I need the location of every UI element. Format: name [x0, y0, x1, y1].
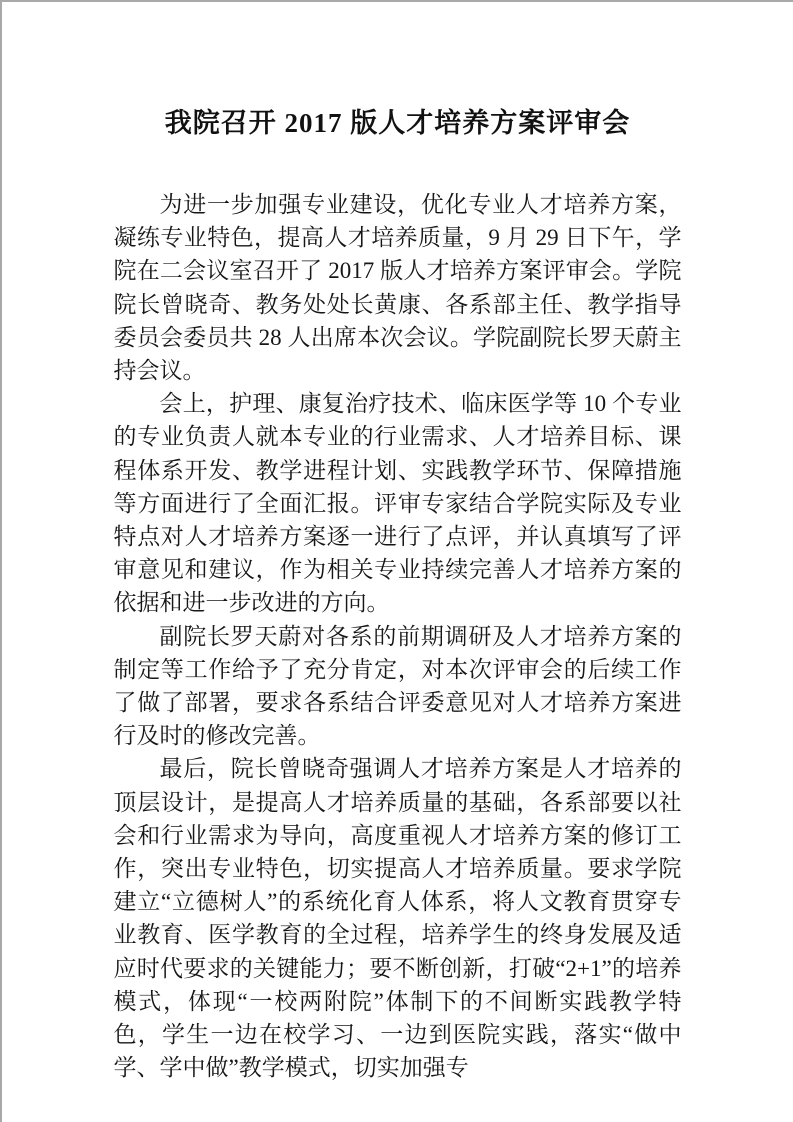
document-title: 我院召开 2017 版人才培养方案评审会 — [164, 108, 631, 138]
paragraph-president-conclusion: 最后，院长曾晓奇强调人才培养方案是人才培养的顶层设计，是提高人才培养质量的基础，各系部要以社会和行业需求为导向，高度重视人才培养方案的修订工作，突出专业特色，切实提高人才培养质量。要求学院建立“立德树人”的系统化育人体系，将人文教育贯穿专业教育、医学教育的全过程，培养学生的终身发展及适应时代要求的关键能力；要不断创新，打破“2+1”的培养模式，体现“一校两附院”体制下的不间断实践教学特色，学生一边在校学习、一边到医院实践，落实“做中学、学中做”教学模式，切实加强专 — [113, 756, 682, 1081]
paragraph-vice-president-remarks: 副院长罗天蔚对各系的前期调研及人才培养方案的制定等工作给予了充分肯定，对本次评审会的后续工作了做了部署，要求各系结合评委意见对人才培养方案进行及时的修改完善。 — [113, 623, 682, 749]
document-body — [114, 188, 682, 1084]
paragraph-meeting-intro: 为进一步加强专业建设，优化专业人才培养方案，凝练专业特色，提高人才培养质量，9 月 29 日下午，学院在二会议室召开了 2017 版人才培养方案评审会。学院院长曾晓奇、教务处处长黄康、各系部主任、教学指导委员会委员共 28 人出席本次会议。学院副院长罗天蔚主持会议。 — [113, 192, 682, 384]
paragraph-specialty-reports: 会上，护理、康复治疗技术、临床医学等 10 个专业的专业负责人就本专业的行业需求、人才培养目标、课程体系开发、教学进程计划、实践教学环节、保障措施等方面进行了全面汇报。评审专家结合学院实际及专业特点对人才培养方案逐一进行了点评，并认真填写了评审意见和建议，作为相关专业持续完善人才培养方案的依据和进一步改进的方向。 — [113, 391, 682, 616]
